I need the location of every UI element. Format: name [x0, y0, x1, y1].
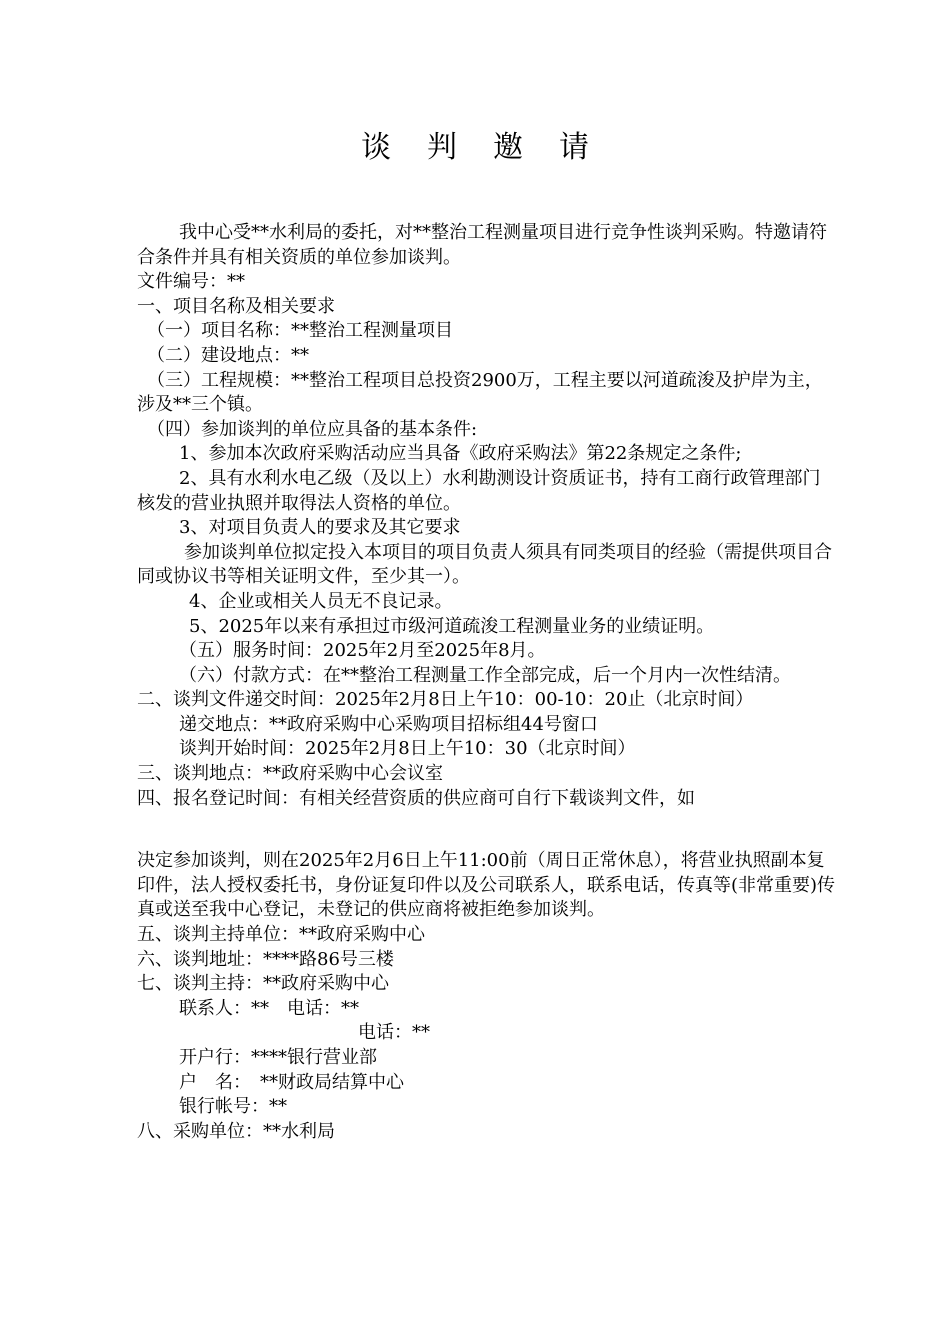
project-scale: （三）工程规模：**整治工程项目总投资2900万，工程主要以河道疏浚及护岸为主，涉及**三个镇。 — [137, 369, 823, 416]
page-title: 谈判邀请 — [361, 130, 625, 165]
account-number: 银行帐号：** — [179, 1096, 287, 1118]
section-7-host: 七、谈判主持：**政府采购中心 — [137, 973, 389, 995]
basic-conditions-heading: （四）参加谈判的单位应具备的基本条件: — [147, 418, 478, 440]
condition-4: 4、企业或相关人员无不良记录。 — [189, 590, 453, 612]
submission-place: 递交地点：**政府采购中心采购项目招标组44号窗口 — [179, 713, 598, 735]
condition-3-detail: 参加谈判单位拟定投入本项目的项目负责人须具有同类项目的经验（需提供项目合同或协议书等相关证明文件，至少其一）。 — [137, 541, 832, 588]
construction-site: （二）建设地点：** — [147, 344, 309, 366]
negotiation-start-time: 谈判开始时间：2025年2月8日上午10：30（北京时间） — [179, 738, 636, 760]
section-6-address: 六、谈判地址：****路86号三楼 — [137, 948, 394, 970]
condition-5: 5、2025年以来有承担过市级河道疏浚工程测量业务的业绩证明。 — [189, 615, 715, 637]
file-number: 文件编号：** — [137, 271, 245, 293]
phone-number: 电话：** — [358, 1022, 430, 1044]
condition-3: 3、对项目负责人的要求及其它要求 — [179, 517, 461, 539]
condition-2: 2、具有水利水电乙级（及以上）水利勘测设计资质证书，持有工商行政管理部门核发的营业执照并取得法人资格的单位。 — [137, 467, 821, 514]
bank-name: 开户行：****银行营业部 — [179, 1047, 377, 1068]
section-5-host-unit: 五、谈判主持单位：**政府采购中心 — [137, 924, 425, 946]
section-8-purchaser: 八、采购单位：**水利局 — [137, 1120, 335, 1142]
contact-person: 联系人：** 电话：** — [179, 997, 359, 1019]
section-2-submission-time: 二、谈判文件递交时间：2025年2月8日上午10：00-10：20止（北京时间） — [137, 689, 754, 711]
section-4-registration-continued: 决定参加谈判，则在2025年2月6日上午11:00前（周日正常休息），将营业执照副本复印件，法人授权委托书，身份证复印件以及公司联系人，联系电话，传真等(非常重要)传真或送至我中心登记，未登记的供应商将被拒绝参加谈判。 — [137, 850, 836, 921]
section-1-heading: 一、项目名称及相关要求 — [137, 295, 335, 317]
document-body — [137, 221, 837, 1144]
intro-paragraph: 我中心受**水利局的委托，对**整治工程测量项目进行竞争性谈判采购。特邀请符合条件并具有相关资质的单位参加谈判。 — [137, 222, 827, 268]
blank-gap — [137, 811, 837, 849]
condition-1: 1、参加本次政府采购活动应当具备《政府采购法》第22条规定之条件; — [179, 443, 742, 465]
section-3-location: 三、谈判地点：**政府采购中心会议室 — [137, 763, 443, 785]
service-time: （五）服务时间：2025年2月至2025年8月。 — [179, 640, 546, 662]
section-4-registration: 四、报名登记时间：有相关经营资质的供应商可自行下载谈判文件，如 — [137, 787, 695, 809]
account-name: 户 名： **财政局结算中心 — [179, 1071, 404, 1093]
project-name: （一）项目名称：**整治工程测量项目 — [147, 320, 453, 342]
payment-method: （六）付款方式：在**整治工程测量工作全部完成，后一个月内一次性结清。 — [179, 664, 791, 686]
